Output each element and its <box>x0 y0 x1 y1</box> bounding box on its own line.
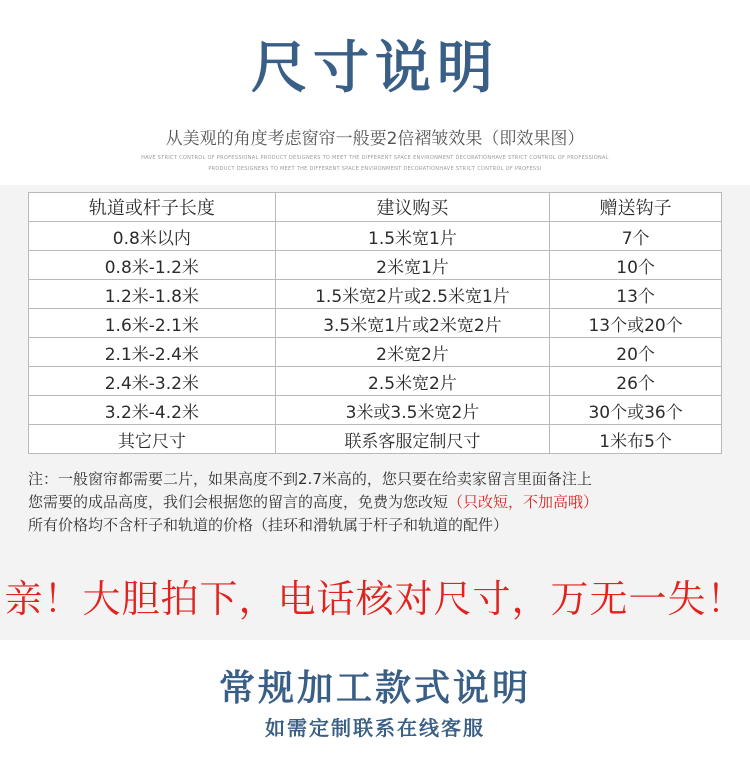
cell-suggested-purchase: 3米或3.5米宽2片 <box>275 396 550 425</box>
cell-free-hooks: 10个 <box>550 251 722 280</box>
section-subtitle: 如需定制联系在线客服 <box>265 716 485 740</box>
note-text: 您需要的成品高度，我们会根据您的留言的高度，免费为您改短 <box>28 493 449 511</box>
header-track-length: 轨道或杆子长度 <box>29 193 276 222</box>
cell-free-hooks: 7个 <box>550 222 722 251</box>
cell-suggested-purchase: 3.5米宽1片或2米宽2片 <box>275 309 550 338</box>
note-line: 注：一般窗帘都需要二片，如果高度不到2.7米高的，您只要在给卖家留言里面备注上 <box>28 470 592 488</box>
table-row <box>29 367 722 396</box>
table-row <box>29 280 722 309</box>
cell-track-length: 1.2米-1.8米 <box>29 280 276 309</box>
cell-track-length: 0.8米以内 <box>29 222 276 251</box>
section-title: 常规加工款式说明 <box>218 668 531 709</box>
cell-suggested-purchase: 2.5米宽2片 <box>275 367 550 396</box>
fine-print-line: PRODUCT DESIGNERS TO MEET THE DIFFERENT SPACE ENVIRONMENT DECORATIONHAVE STRICT CONTROL OF PROFESSI <box>208 166 542 172</box>
size-table <box>28 192 722 454</box>
table-header-row <box>29 193 722 222</box>
table-row <box>29 251 722 280</box>
cell-free-hooks: 1米布5个 <box>550 425 722 454</box>
page-subtitle: 从美观的角度考虑窗帘一般要2倍褶皱效果（即效果图） <box>165 129 585 149</box>
cell-suggested-purchase: 联系客服定制尺寸 <box>275 425 550 454</box>
notes <box>28 468 728 537</box>
cell-suggested-purchase: 2米宽2片 <box>275 338 550 367</box>
call-to-action: 亲！大胆拍下，电话核对尺寸，万无一失！ <box>4 577 746 621</box>
cell-suggested-purchase: 2米宽1片 <box>275 251 550 280</box>
header-free-hooks: 赠送钩子 <box>550 193 722 222</box>
cell-suggested-purchase: 1.5米宽1片 <box>275 222 550 251</box>
table-row <box>29 309 722 338</box>
cell-track-length: 0.8米-1.2米 <box>29 251 276 280</box>
cell-free-hooks: 26个 <box>550 367 722 396</box>
cell-free-hooks: 13个或20个 <box>550 309 722 338</box>
cell-free-hooks: 13个 <box>550 280 722 309</box>
note-highlight: （只改短，不加高哦） <box>448 493 599 511</box>
table-row <box>29 338 722 367</box>
cell-track-length: 1.6米-2.1米 <box>29 309 276 338</box>
cell-track-length: 2.1米-2.4米 <box>29 338 276 367</box>
cell-track-length: 其它尺寸 <box>29 425 276 454</box>
page-title: 尺寸说明 <box>251 36 499 101</box>
table-row <box>29 222 722 251</box>
cell-suggested-purchase: 1.5米宽2片或2.5米宽1片 <box>275 280 550 309</box>
cell-track-length: 3.2米-4.2米 <box>29 396 276 425</box>
cell-free-hooks: 30个或36个 <box>550 396 722 425</box>
fine-print-line: HAVE STRICT CONTROL OF PROFESSIONAL PRODUCT DESIGNERS TO MEET THE DIFFERENT SPACE ENVIRONMENT DECORATIONHAVE STRICT CONTROL OF PROFESSIONAL <box>141 155 609 161</box>
header-suggested-purchase: 建议购买 <box>275 193 550 222</box>
table-row <box>29 425 722 454</box>
table-row <box>29 396 722 425</box>
cell-track-length: 2.4米-3.2米 <box>29 367 276 396</box>
note-line: 所有价格均不含杆子和轨道的价格（挂环和滑轨属于杆子和轨道的配件） <box>28 516 509 534</box>
note-line <box>28 491 728 514</box>
cell-free-hooks: 20个 <box>550 338 722 367</box>
